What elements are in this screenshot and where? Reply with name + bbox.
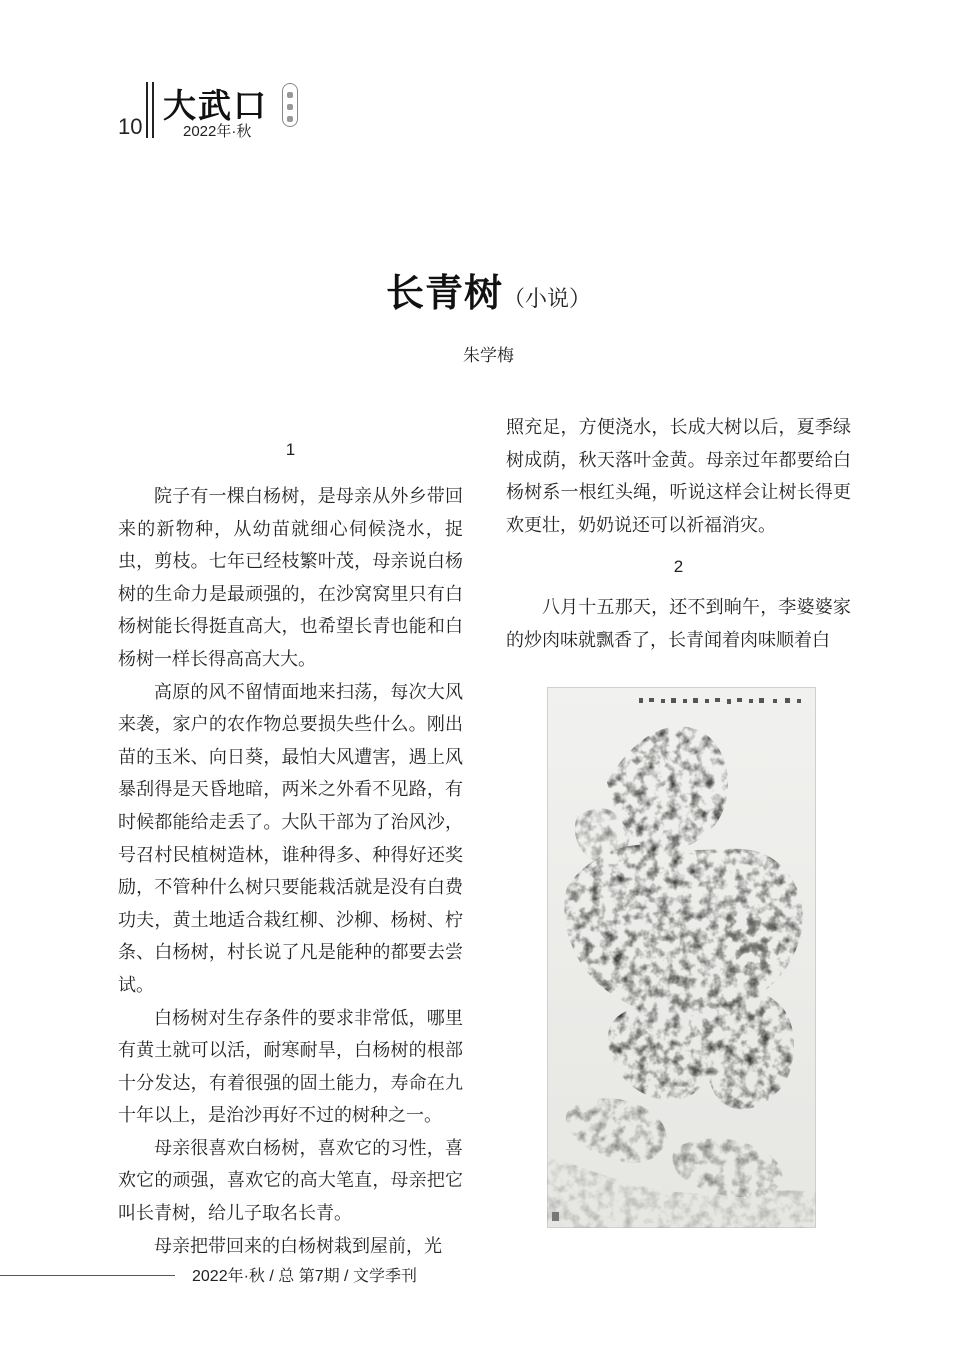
header-divider bbox=[152, 82, 154, 138]
text-column-right bbox=[506, 412, 851, 658]
footer-rule bbox=[0, 1275, 175, 1276]
article-title-block bbox=[0, 262, 977, 317]
paragraph: 高原的风不留情面地来扫荡，每次大风来袭，家户的农作物总要损失些什么。刚出苗的玉米、向日葵，最怕大风遭害，遇上风暴刮得是天昏地暗，两米之外看不见路，有时候都能给走丢了。大队干部为了治风沙，号召村民植树造林，谁种得多、种得好还奖励，不管种什么树只要能栽活就是没有白费功夫，黄土地适合栽红柳、沙柳、杨树、柠条、白杨树，村长说了凡是能种的都要去尝试。 bbox=[118, 681, 463, 996]
issue-date: 2022年·秋 bbox=[183, 123, 252, 140]
paragraph: 白杨树对生存条件的要求非常低，哪里有黄土就可以活，耐寒耐旱，白杨树的根部十分发达，有着很强的固土能力，寿命在九十年以上，是治沙再好不过的树种之一。 bbox=[118, 1007, 463, 1127]
article-genre: （小说） bbox=[503, 287, 592, 312]
page-number: 10 bbox=[118, 114, 143, 139]
paragraph-continuation: 照充足，方便浇水，长成大树以后，夏季绿树成荫，秋天落叶金黄。母亲过年都要给白杨树系一根红头绳，听说这样会让树长得更欢更壮，奶奶说还可以祈福消灾。 bbox=[506, 417, 851, 536]
landscape-painting bbox=[547, 687, 816, 1228]
paragraph: 院子有一棵白杨树，是母亲从外乡带回来的新物种，从幼苗就细心伺候浇水，捉虫，剪枝。七年已经枝繁叶茂，母亲说白杨树的生命力是最顽强的，在沙窝窝里只有白杨树能长得挺直高大，也希望长青也能和白杨树一样长得高高大大。 bbox=[118, 486, 463, 670]
section-number: 2 bbox=[673, 557, 684, 577]
header-divider bbox=[146, 82, 148, 138]
paragraph: 母亲很喜欢白杨树，喜欢它的习性，喜欢它的顽强，喜欢它的高大笔直，母亲把它叫长青树，给儿子取名长青。 bbox=[118, 1137, 463, 1225]
article-title: 长青树 bbox=[385, 270, 503, 315]
article-author: 朱学梅 bbox=[463, 346, 514, 365]
paragraph: 母亲把带回来的白杨树栽到屋前，光 bbox=[154, 1235, 442, 1257]
magazine-title: 大武口 bbox=[163, 86, 268, 125]
paragraph: 八月十五那天，还不到晌午，李婆婆家的炒肉味就飘香了，长青闻着肉味顺着白 bbox=[506, 597, 851, 651]
footer-issue-info: 2022年·秋 / 总 第7期 / 文学季刊 bbox=[192, 1268, 417, 1285]
section-number: 1 bbox=[285, 440, 296, 459]
text-column-left bbox=[118, 435, 463, 1263]
seal-stamp-icon bbox=[282, 83, 298, 127]
